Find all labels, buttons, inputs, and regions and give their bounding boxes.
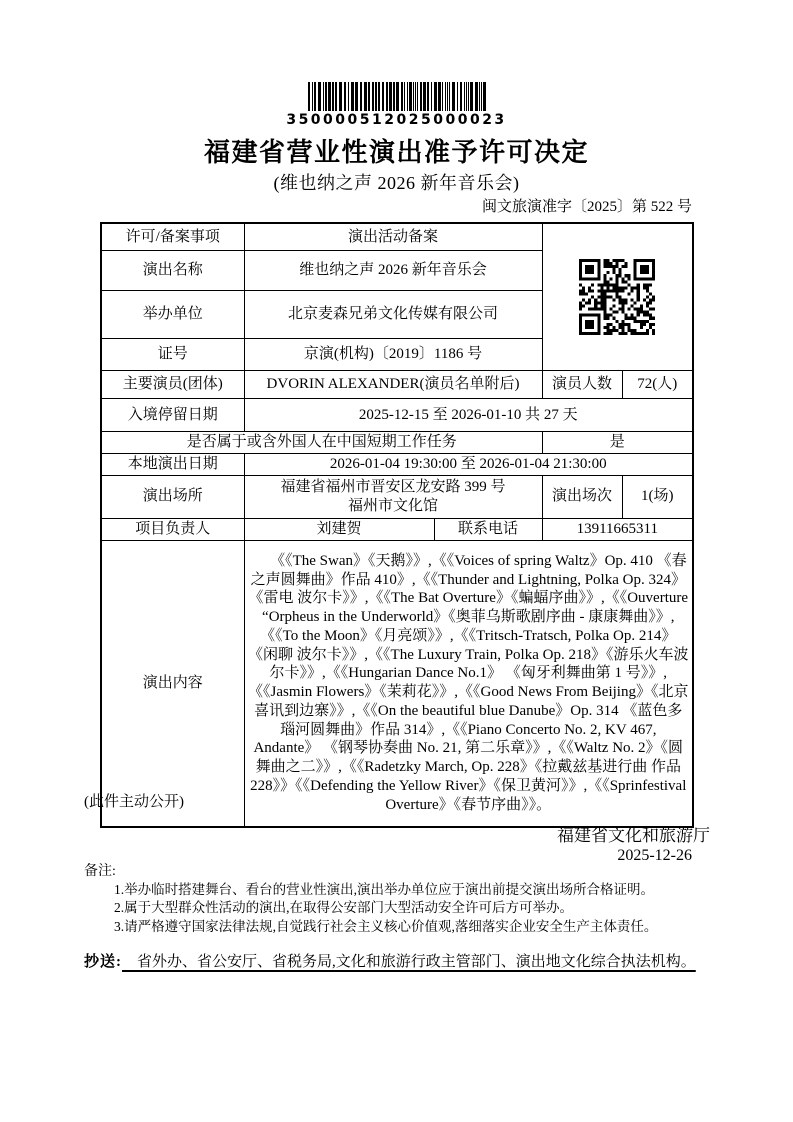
phone-label: 联系电话 xyxy=(434,518,542,540)
table-row xyxy=(101,540,693,827)
venue-label: 演出场所 xyxy=(101,475,244,518)
issue-date: 2025-12-26 xyxy=(617,847,692,864)
organizer-value: 北京麦森兄弟文化传媒有限公司 xyxy=(244,291,542,339)
note-item: 3.请严格遵守国家法律法规,自觉践行社会主义核心价值观,落细落实企业安全生产主体责任。 xyxy=(114,918,658,934)
programme-list: 《《The Swan》《天鹅》》,《《Voices of spring Waltz》Op. 410 《春之声圆舞曲》作品 410》,《《Thunder and Lightning, Polka Op. 324》 《雷电 波尔卡》》,《《The Bat Overture》《蝙蝠序曲》》,《《Ouverture “Orpheus in the Underworld》《奥菲乌斯歌剧序曲 - 康康舞曲》》,《《To the Moon》《月亮颂》》,《《Tritsch-Tratsch, Polka Op. 214》 《闲聊 波尔卡》》,《《The Luxury Train, Polka Op. 218》《游乐火车波尔卡》》,《《Hungarian Dance No.1》 《匈牙利舞曲第 1 号》》,《《Jasmin Flowers》《茉莉花》》,《《Good News From Beijing》《北京喜讯到边寨》》,《《On the beautiful blue Danube》Op. 314 《蓝色多瑙河圆舞曲》作品 314》,《《Piano Concerto No. 2, KV 467, Andante》 《钢琴协奏曲 No. 21, 第二乐章》》,《《Waltz No. 2》《圆舞曲之二》》,《《Radetzky March, Op. 228》《拉戴兹基进行曲 作品 228》》《《Defending the Yellow River》《保卫黄河》》,《《Sprinfestival Overture》《春节序曲》》。 xyxy=(248,552,689,813)
foreign-work-label: 是否属于或含外国人在中国短期工作任务 xyxy=(101,432,542,454)
performance-name-label: 演出名称 xyxy=(101,251,244,291)
table-row xyxy=(101,399,693,432)
permit-item-label: 许可/备案事项 xyxy=(101,223,244,251)
table-row xyxy=(101,432,693,454)
performers-label: 主要演员(团体) xyxy=(101,371,244,399)
certificate-label: 证号 xyxy=(101,339,244,371)
content-value xyxy=(244,540,693,827)
local-dates-value: 2026-01-04 19:30:00 至 2026-01-04 21:30:00 xyxy=(244,453,693,475)
cc-block xyxy=(84,951,712,973)
page-subtitle: (维也纳之声 2026 新年音乐会) xyxy=(273,173,520,193)
venue-address-line1: 福建省福州市晋安区龙安路 399 号 xyxy=(280,478,506,495)
notes-label: 备注: xyxy=(84,864,116,879)
performer-count-value: 72(人) xyxy=(622,371,693,399)
barcode-number: 350000512025000023 xyxy=(286,112,507,128)
table-row xyxy=(101,223,693,251)
table-row xyxy=(101,518,693,540)
issuer-name: 福建省文化和旅游厅 xyxy=(557,826,710,845)
entry-stay-value: 2025-12-15 至 2026-01-10 共 27 天 xyxy=(244,399,693,432)
note-item: 2.属于大型群众性活动的演出,在取得公安部门大型活动安全许可后方可举办。 xyxy=(114,900,573,916)
performer-count-label: 演员人数 xyxy=(542,371,622,399)
phone-value: 13911665311 xyxy=(542,518,693,540)
manager-label: 项目负责人 xyxy=(101,518,244,540)
qr-cell xyxy=(542,223,693,371)
content-label: 演出内容 xyxy=(101,540,244,827)
disclosure-note: (此件主动公开) xyxy=(84,794,184,810)
manager-value: 刘建贺 xyxy=(244,518,434,540)
barcode-block xyxy=(0,82,793,129)
permit-table xyxy=(100,222,694,828)
issuer-block xyxy=(557,825,710,866)
certificate-value: 京演(机构)〔2019〕1186 号 xyxy=(244,339,542,371)
page-title: 福建省营业性演出准予许可决定 xyxy=(203,137,589,167)
table-row xyxy=(101,371,693,399)
cc-label: 抄送: xyxy=(84,954,122,970)
organizer-label: 举办单位 xyxy=(101,291,244,339)
performers-value: DVORIN ALEXANDER(演员名单附后) xyxy=(244,371,542,399)
qr-code-image xyxy=(576,256,658,338)
performance-name-value: 维也纳之声 2026 新年音乐会 xyxy=(244,251,542,291)
sessions-value: 1(场) xyxy=(622,475,693,518)
cc-recipients: 省外办、省公安厅、省税务局,文化和旅游行政主管部门、演出地文化综合执法机构。 xyxy=(122,954,696,970)
entry-stay-label: 入境停留日期 xyxy=(101,399,244,432)
venue-address-line2: 福州市文化馆 xyxy=(348,497,439,514)
document-number: 闽文旅演准字〔2025〕第 522 号 xyxy=(481,199,692,215)
table-row xyxy=(101,453,693,475)
table-row xyxy=(101,475,693,518)
barcode-image xyxy=(308,82,486,111)
sessions-label: 演出场次 xyxy=(542,475,622,518)
notes-list xyxy=(114,881,720,936)
local-dates-label: 本地演出日期 xyxy=(101,453,244,475)
foreign-work-value: 是 xyxy=(542,432,693,454)
note-item: 1.举办临时搭建舞台、看台的营业性演出,演出举办单位应于演出前提交演出场所合格证明。 xyxy=(114,882,654,897)
venue-value xyxy=(244,475,542,518)
permit-item-value: 演出活动备案 xyxy=(244,223,542,251)
